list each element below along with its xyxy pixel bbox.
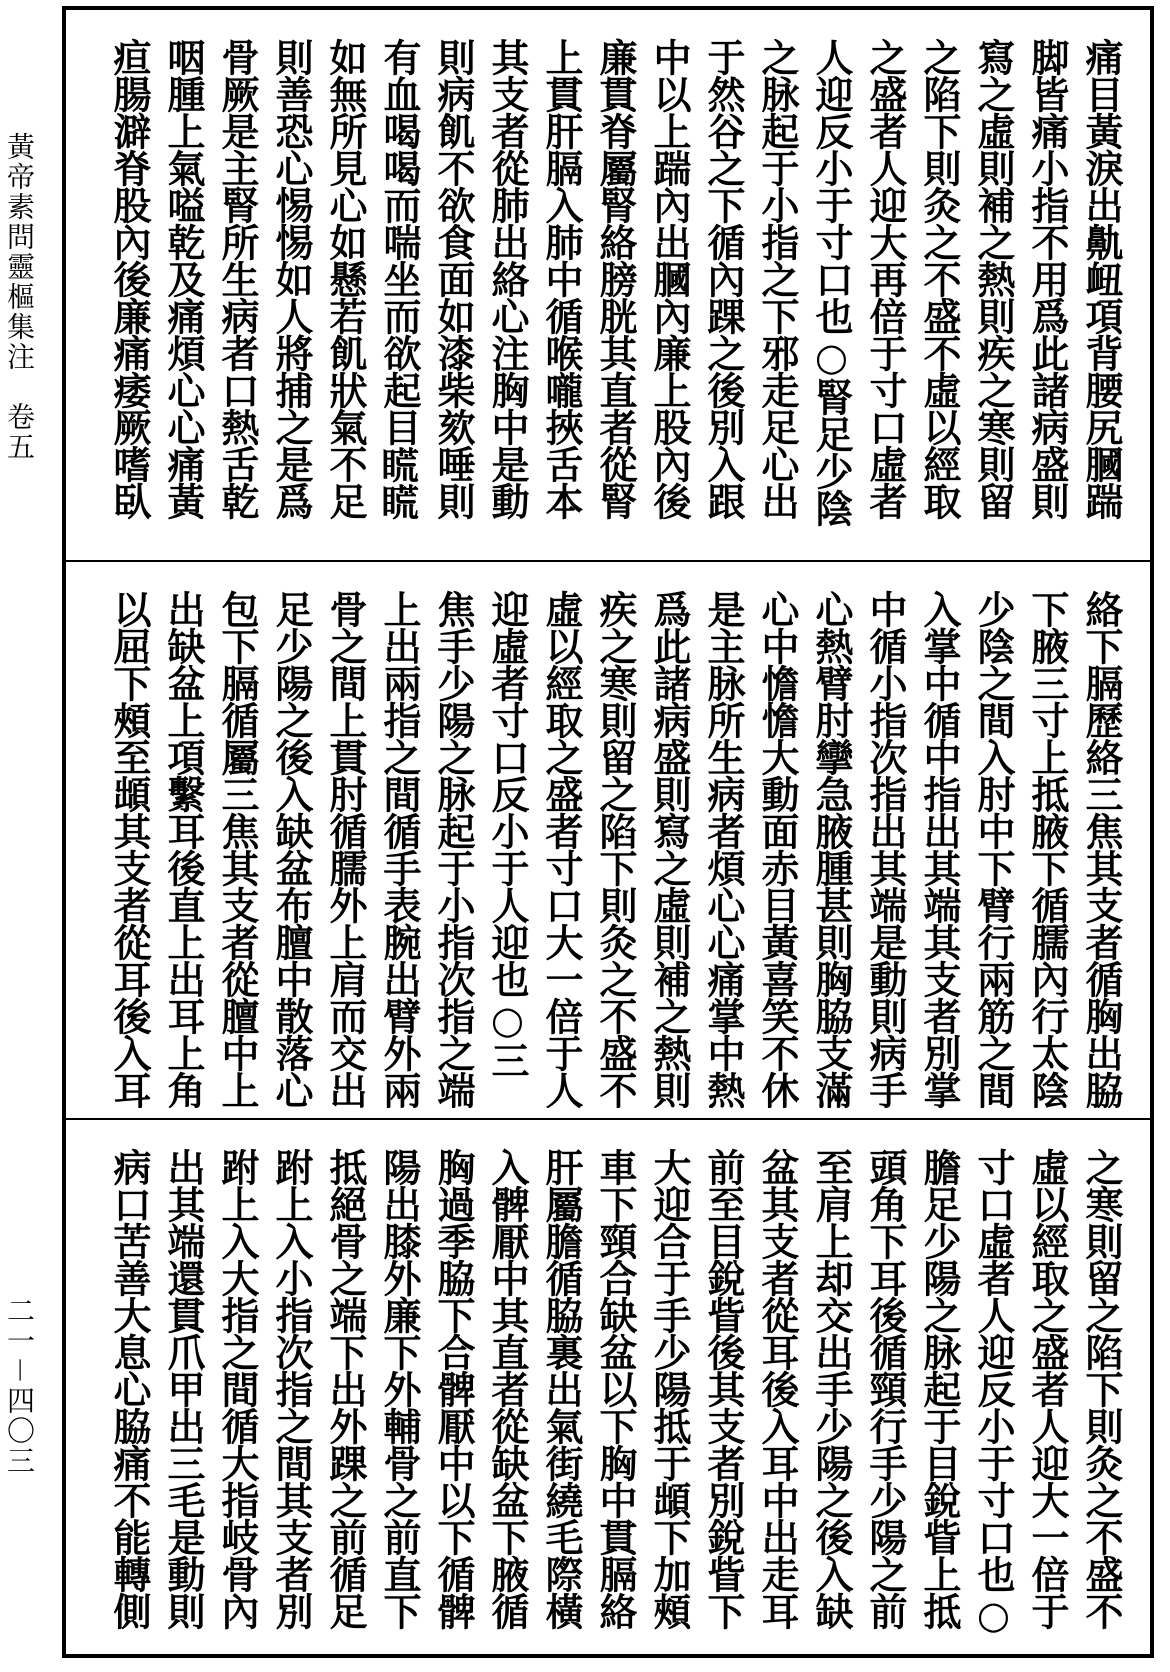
text-section-middle [66, 562, 1150, 1120]
section-text: 之寒則留之陷下則灸之不盛不虛以經取之盛者人迎大一倍于寸口虛者人迎反小于寸口也○膽足少陽之脉起于目銳眥上抵頭角下耳後循頸行手少陽之前至肩上却交出手少陽之後入缺盆其支者從耳後入耳中出走耳前至目銳眥後其支者別銳眥下大迎合于手少陽抵于䪼下加頰車下頸合缺盆以下胸中貫膈絡肝屬膽循脇裏出氣街繞毛際橫入髀厭中其直者從缺盆下腋循胸過季脇下合髀厭中以下循髀陽出膝外廉下外輔骨之前直下抵絕骨之端下出外踝之前循足跗上入小指次指之間其支者別跗上入大指之間循大指岐骨內出其端還貫爪甲出三毛是動則病口苦善大息心脇痛不能轉側 [107, 1148, 1124, 1636]
margin-book-title: 黃帝素問靈樞集注 卷五 [3, 132, 36, 462]
text-section-top [66, 10, 1150, 562]
section-text: 絡下膈歷絡三焦其支者循胸出脇下腋三寸上抵腋下循臑內行太陰少陰之間入肘中下臂行兩筋之間入掌中循中指出其端其支者別掌中循小指次指出其端是動則病手心熱臂肘攣急腋腫甚則胸脇支滿心中憺憺大動面赤目黃喜笑不休是主脉所生病者煩心心痛掌中熱爲此諸病盛則寫之虛則補之熱則疾之寒則留之陷下則灸之不盛不虛以經取之盛者寸口大一倍于人迎虛者寸口反小于人迎也○三焦手少陽之脉起于小指次指之端上出兩指之間循手表腕出臂外兩骨之間上貫肘循臑外上肩而交出足少陽之後入缺盆布膻中散落心包下膈循屬三焦其支者從膻中上出缺盆上項繫耳後直上出耳上角以屈下頰至䪼其支者從耳後入耳 [107, 590, 1124, 1108]
margin-page-number: 二一－四〇三 [3, 1296, 36, 1477]
section-text: 痛目黃淚出鼽衄項背腰尻膕踹脚皆痛小指不用爲此諸病盛則寫之虛則補之熱則疾之寒則留之陷下則灸之不盛不虛以經取之盛者人迎大再倍于寸口虛者人迎反小于寸口也○腎足少陰之脉起于小指之下邪走足心出于然谷之下循內踝之後別入跟中以上踹內出膕內廉上股內後廉貫脊屬腎絡膀胱其直者從腎上貫肝膈入肺中循喉嚨挾舌本其支者從肺出絡心注胸中是動則病飢不欲食面如漆柴欬唾則有血喝喝而喘坐而欲起目𥉂𥉂如無所見心如懸若飢狀氣不足則善恐心惕惕如人將捕之是爲骨厥是主腎所生病者口熱舌乾咽腫上氣嗌乾及痛煩心心痛黃疸腸澼脊股內後廉痛痿厥嗜臥 [107, 38, 1124, 526]
page-frame [62, 6, 1154, 1658]
text-section-bottom [66, 1120, 1150, 1654]
